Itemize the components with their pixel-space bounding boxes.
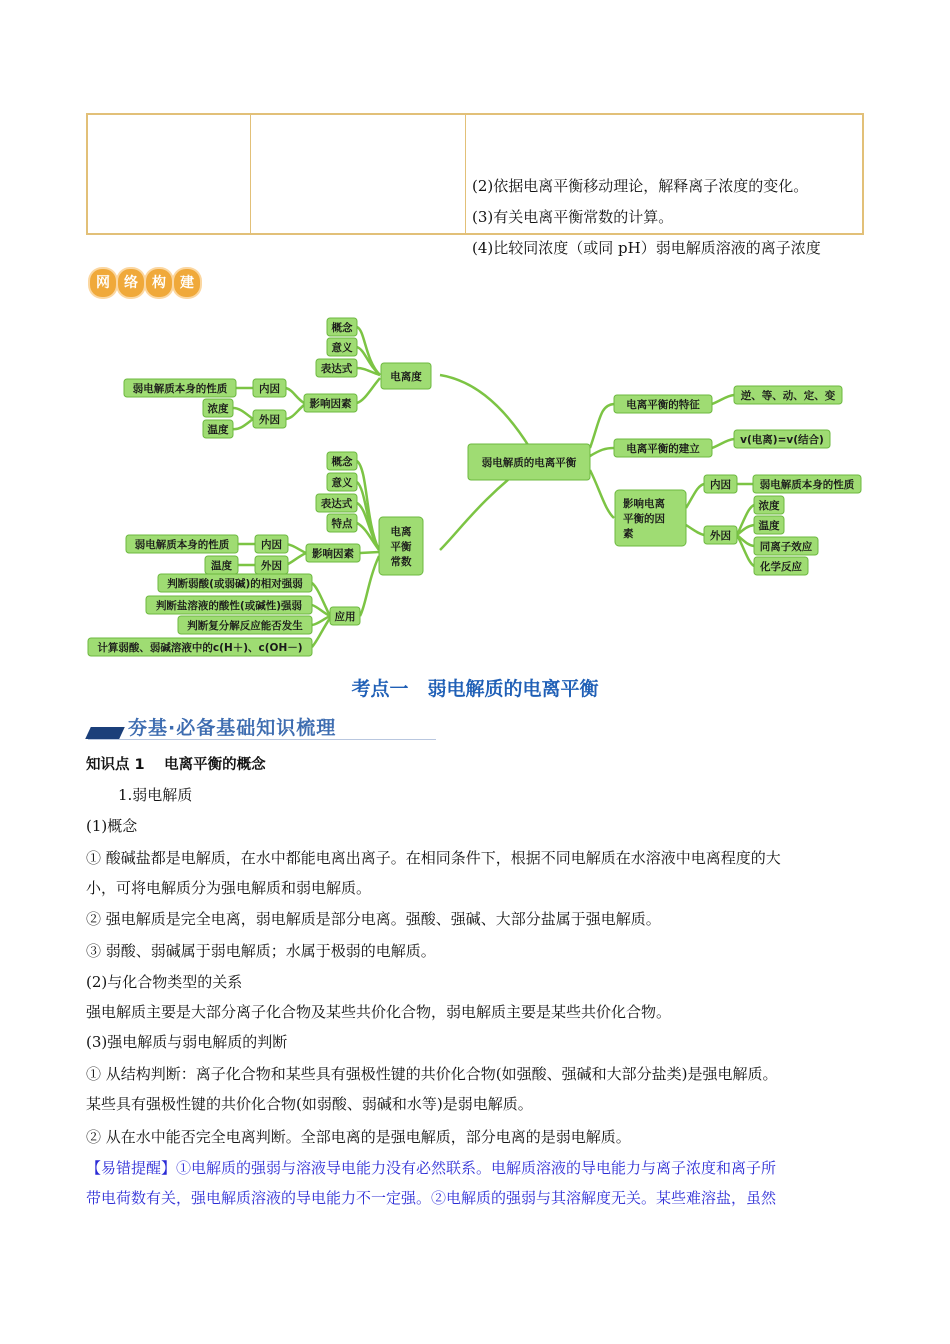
network-badge: [88, 266, 202, 300]
paragraph: ② 强电解质是完全电离，弱电解质是部分电离。强酸、强碱、大部分盐属于强电解质。: [86, 910, 661, 928]
node-app-2: 判断盐溶液的酸性(或碱性)强弱: [155, 600, 303, 612]
paragraph: ② 从在水中能否完全电离判断。全部电离的是强电解质，部分电离的是弱电解质。: [86, 1128, 631, 1146]
node-influence-line: 影响电离: [623, 498, 665, 510]
node-application: 应用: [334, 611, 356, 623]
badge-char: 网: [90, 269, 116, 297]
node-constant-line: 电离: [390, 526, 412, 538]
node-constant-line: 平衡: [390, 541, 412, 553]
node-features: 电离平衡的特征: [626, 399, 700, 411]
section-banner: [88, 713, 436, 741]
node-nature: 弱电解质本身的性质: [759, 479, 855, 491]
objective-line: (3)有关电离平衡常数的计算。: [472, 208, 674, 226]
badge-char: 构: [146, 269, 172, 297]
node-establish-value: v(电离)=v(结合): [740, 434, 824, 446]
section-title: 考点一 弱电解质的电离平衡: [351, 678, 599, 700]
node-establish: 电离平衡的建立: [626, 443, 700, 455]
banner-text: 夯基·必备基础知识梳理: [128, 717, 337, 739]
paragraph: ③ 弱酸、弱碱属于弱电解质；水属于极弱的电解质。: [86, 942, 436, 960]
node-app-4: 计算弱酸、弱碱溶液中的c(H＋)、c(OH－): [97, 642, 303, 654]
node-influence-line: 平衡的因: [623, 513, 665, 525]
node-center: 弱电解质的电离平衡: [481, 457, 577, 469]
node-meaning: 意义: [331, 342, 353, 354]
node-inner: 内因: [710, 479, 731, 491]
mind-map-nodes: [88, 318, 861, 656]
node-factors: 影响因素: [312, 548, 354, 560]
node-factors: 影响因素: [309, 398, 352, 410]
subheading: (3)强电解质与弱电解质的判断: [86, 1033, 288, 1051]
knowledge-point-heading: 知识点 1 电离平衡的概念: [86, 757, 266, 773]
node-temperature: 温度: [207, 424, 229, 436]
node-app-1: 判断弱酸(或弱碱)的相对强弱: [167, 578, 303, 590]
tip-paragraph: 带电荷数有关，强电解质溶液的导电能力不一定强。②电解质的强弱与其溶解度无关。某些难溶盐，虽然: [86, 1189, 777, 1207]
node-temperature: 温度: [211, 560, 232, 572]
subheading: (1)概念: [86, 817, 138, 835]
node-nature: 弱电解质本身的性质: [132, 383, 228, 395]
paragraph: 小，可将电解质分为强电解质和弱电解质。: [86, 879, 372, 897]
node-concept: 概念: [331, 456, 353, 468]
node-inner: 内因: [261, 539, 282, 551]
badge-char: 络: [118, 269, 144, 297]
paragraph: ① 从结构判断：离子化合物和某些具有强极性键的共价化合物(如强酸、强碱和大部分盐类)是强电解质。: [86, 1065, 778, 1083]
table-divider: [250, 115, 251, 233]
node-trait: 特点: [331, 518, 353, 530]
paragraph: 某些具有强极性键的共价化合物(如弱酸、弱碱和水等)是弱电解质。: [86, 1095, 533, 1113]
node-nature: 弱电解质本身的性质: [134, 539, 230, 551]
objective-line: (4)比较同浓度（或同 pH）弱电解质溶液的离子浓度: [472, 239, 821, 257]
node-concept: 概念: [331, 322, 353, 334]
node-temperature: 温度: [758, 520, 780, 532]
node-outer: 外因: [261, 560, 282, 572]
node-constant-line: 常数: [390, 556, 412, 568]
mind-map: [80, 310, 880, 666]
node-degree: 电离度: [390, 371, 422, 383]
node-chemical-reaction: 化学反应: [760, 561, 802, 573]
node-expression: 表达式: [320, 498, 353, 510]
paragraph: ① 酸碱盐都是电解质，在水中都能电离出离子。在相同条件下，根据不同电解质在水溶液中电离程度的大: [86, 849, 781, 867]
node-concentration: 浓度: [758, 500, 780, 512]
node-expression: 表达式: [320, 363, 353, 375]
node-app-3: 判断复分解反应能否发生: [187, 620, 303, 632]
subheading: 1.弱电解质: [118, 786, 193, 804]
node-inner: 内因: [259, 383, 280, 395]
paragraph: 强电解质主要是大部分离子化合物及某些共价化合物，弱电解质主要是某些共价化合物。: [86, 1003, 672, 1021]
banner-bar: [85, 727, 125, 739]
node-common-ion: 同离子效应: [759, 541, 813, 553]
objective-line: (2)依据电离平衡移动理论，解释离子浓度的变化。: [472, 177, 809, 195]
banner-rule: [88, 739, 436, 740]
tip-paragraph: 【易错提醒】①电解质的强弱与溶液导电能力没有必然联系。电解质溶液的导电能力与离子浓度和离子所: [86, 1159, 777, 1177]
badge-char: 建: [174, 269, 200, 297]
node-features-value: 逆、等、动、定、变: [740, 390, 836, 402]
table-divider: [465, 115, 466, 233]
node-meaning: 意义: [331, 477, 353, 489]
node-influence-line: 素: [623, 528, 634, 540]
node-outer: 外因: [259, 414, 280, 426]
node-outer: 外因: [710, 530, 731, 542]
subheading: (2)与化合物类型的关系: [86, 973, 243, 991]
node-concentration: 浓度: [207, 403, 229, 415]
